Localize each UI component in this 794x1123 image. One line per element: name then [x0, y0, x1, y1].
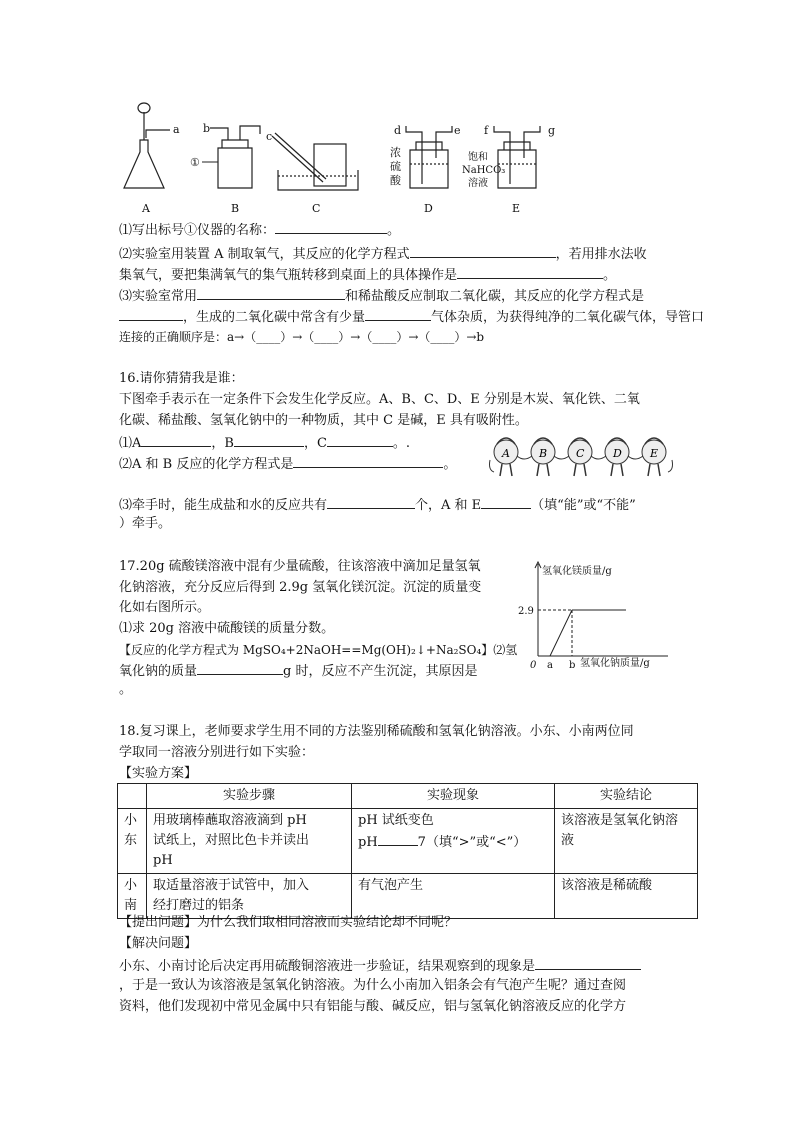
graph-ylabel: 氢氧化镁质量/g — [542, 566, 612, 577]
q17-line2: 化钠溶液，充分反应后得到 2.9g 氢氧化镁沉淀。沉淀的质量变 — [119, 580, 482, 595]
port-e-label: e — [454, 124, 461, 137]
d-reagent-2: 硫 — [390, 160, 401, 173]
apparatus-d-washbottle — [406, 126, 452, 188]
table-row — [118, 809, 698, 874]
figure-c — [568, 438, 606, 476]
figure-b — [531, 438, 569, 476]
port-f-label: f — [484, 124, 489, 137]
marker-1-label: ① — [190, 156, 200, 169]
figure-e — [642, 438, 666, 476]
figure-d — [605, 438, 643, 476]
apparatus-label-c: C — [312, 202, 321, 215]
q18-solve-line3: 资料，他们发现初中常见金属中只有铝能与酸、碱反应，铝与氢氧化钠溶液反应的化学方 — [119, 999, 627, 1014]
q16-part3-line2: ）牵手。 — [119, 516, 172, 531]
q17-end: 。 — [119, 682, 133, 697]
q15-part2-line2: 集氧气，要把集满氧气的集气瓶转移到桌面上的具体操作是 。 — [119, 264, 679, 286]
table-header-observation: 实验现象 — [352, 784, 555, 809]
q15-blank-5[interactable] — [119, 306, 183, 321]
port-a-label: a — [173, 123, 180, 136]
q17-blank-naoh[interactable] — [197, 660, 283, 675]
graph-x-tick-b: b — [569, 660, 576, 671]
q16-part3-line1: ⑶牵手时，能生成盐和水的反应共有 个，A 和 E （填“能”或“不能” — [119, 494, 679, 516]
port-g-label: g — [548, 124, 556, 137]
table-header-step: 实验步骤 — [147, 784, 352, 809]
q17-line1: 17.20g 硫酸镁溶液中混有少量硫酸，往该溶液中滴加足量氢氧 — [119, 559, 481, 574]
q18-blank-phenomenon[interactable] — [535, 955, 641, 970]
q16-title: 16.请你猜猜我是谁： — [119, 371, 244, 386]
graph-origin: 0 — [530, 660, 537, 671]
figure-label: B — [539, 447, 548, 460]
apparatus-label-a: A — [142, 202, 150, 215]
graph-xlabel: 氢氧化钠质量/g — [580, 658, 650, 669]
port-c-label: c — [266, 130, 273, 143]
q16-blank-ae[interactable] — [481, 494, 531, 509]
q15-part2-line1: ⑵实验室用装置 A 制取氧气，其反应的化学方程式 ，若用排水法收 — [119, 243, 679, 265]
q16-line2: 化碳、稀盐酸、氢氧化钠中的一种物质，其中 C 是碱，E 具有吸附性。 — [119, 413, 528, 428]
row2-step: 取适量溶液于试管中，加入 经打磨过的铝条 — [147, 874, 352, 919]
d-reagent-3: 酸 — [390, 174, 401, 187]
q15-blank-2[interactable] — [410, 243, 556, 258]
q16-blank-eq[interactable] — [293, 453, 443, 468]
port-b-label: b — [203, 122, 211, 135]
e-reagent-1: 饱和 — [468, 152, 488, 163]
row1-conclusion: 该溶液是氢氧化钠溶 液 — [555, 809, 698, 874]
q16-line1: 下图牵手表示在一定条件下会发生化学反应。A、B、C、D、E 分别是木炭、氧化铁、二氧 — [119, 392, 640, 407]
q17-line3: 化如右图所示。 — [119, 600, 211, 615]
q16-part1: ⑴A ，B ，C 。. — [119, 432, 679, 454]
apparatus-a-flask — [124, 103, 170, 188]
q18-line2: 学取同一溶液分别进行如下实验： — [119, 745, 315, 760]
q18-experiment-table — [117, 783, 698, 919]
row2-observation: 有气泡产生 — [352, 874, 555, 919]
row1-step: 用玻璃棒蘸取溶液滴到 pH 试纸上，对照比色卡并读出 pH — [147, 809, 352, 874]
row1-observation: pH 试纸变色 pH 7（填“>”或“<”） — [352, 809, 555, 874]
table-row — [118, 874, 698, 919]
apparatus-label-b: B — [231, 202, 240, 215]
table-header-row — [118, 784, 698, 809]
q15-part3-line2: ，生成的二氧化碳中常含有少量 气体杂质，为获得纯净的二氧化碳气体，导管口 — [119, 306, 679, 328]
graph-x-tick-a: a — [547, 660, 553, 671]
q16-blank-c[interactable] — [327, 432, 393, 447]
graph-y-tick: 2.9 — [518, 606, 534, 617]
row2-name: 小 南 — [118, 874, 147, 919]
d-reagent-1: 浓 — [390, 146, 401, 159]
q16-holding-hands-figure — [486, 430, 676, 480]
q18-plan-heading: 【实验方案】 — [119, 766, 198, 781]
apparatus-e-washbottle — [494, 126, 540, 188]
figure-a — [494, 438, 532, 476]
figure-label: D — [613, 447, 622, 460]
row1-name: 小 东 — [118, 809, 147, 874]
q15-part3-line3: 连接的正确顺序是：a→（____）→（____）→（____）→（____）→b — [119, 330, 485, 344]
q17-hint-line: 【反应的化学方程式为 MgSO₄+2NaOH==Mg(OH)₂↓+Na₂SO₄】⑵氢 — [119, 643, 518, 657]
q15-part1: ⑴写出标号①仪器的名称： 。 — [119, 219, 679, 241]
q18-solve-line2: ，于是一致认为该溶液是氢氧化钠溶液。为什么小南加入铝条会有气泡产生呢？通过查阅 — [119, 978, 627, 993]
table-header-conclusion: 实验结论 — [555, 784, 698, 809]
q18-solve-line1: 小东、小南讨论后决定再用硫酸铜溶液进一步验证，结果观察到的现象是 — [119, 955, 679, 977]
q16-blank-count[interactable] — [327, 494, 415, 509]
apparatus-b-gasjar — [210, 126, 260, 188]
row2-conclusion: 该溶液是稀硫酸 — [555, 874, 698, 919]
apparatus-figure — [118, 100, 578, 220]
q15-blank-3[interactable] — [457, 264, 603, 279]
q15-blank-4[interactable] — [197, 285, 345, 300]
q17-part1: ⑴求 20g 溶液中硫酸镁的质量分数。 — [119, 621, 335, 636]
q18-line1: 18.复习课上，老师要求学生用不同的方法鉴别稀硫酸和氢氧化钠溶液。小东、小南两位同 — [119, 724, 634, 739]
q15-blank-1[interactable] — [275, 219, 387, 234]
apparatus-c-trough — [272, 133, 358, 190]
e-reagent-3: 溶液 — [468, 178, 488, 189]
q16-blank-b[interactable] — [234, 432, 304, 447]
q15-blank-6[interactable] — [365, 306, 431, 321]
apparatus-label-e: E — [512, 202, 521, 215]
figure-label: C — [576, 447, 585, 460]
figure-label: A — [502, 447, 510, 460]
graph-rise-line — [550, 610, 572, 656]
q16-part2: ⑵A 和 B 反应的化学方程式是 。 — [119, 453, 679, 475]
q16-blank-a[interactable] — [141, 432, 211, 447]
q18-question: 【提出问题】为什么我们取相同溶液而实验结论却不同呢？ — [119, 915, 458, 930]
e-reagent-2: NaHCO₃ — [462, 165, 506, 176]
q15-part3-line1: ⑶实验室常用 和稀盐酸反应制取二氧化碳，其反应的化学方程式是 — [119, 285, 679, 307]
port-d-label: d — [394, 124, 402, 137]
figure-label: E — [650, 447, 659, 460]
q17-part2-line: 氧化钠的质量 g 时，反应不产生沉淀，其原因是 — [119, 660, 679, 682]
q17-graph — [508, 556, 680, 674]
apparatus-label-d: D — [424, 202, 433, 215]
row1-blank-ph[interactable] — [378, 831, 418, 846]
q18-solve-heading: 【解决问题】 — [119, 936, 198, 951]
